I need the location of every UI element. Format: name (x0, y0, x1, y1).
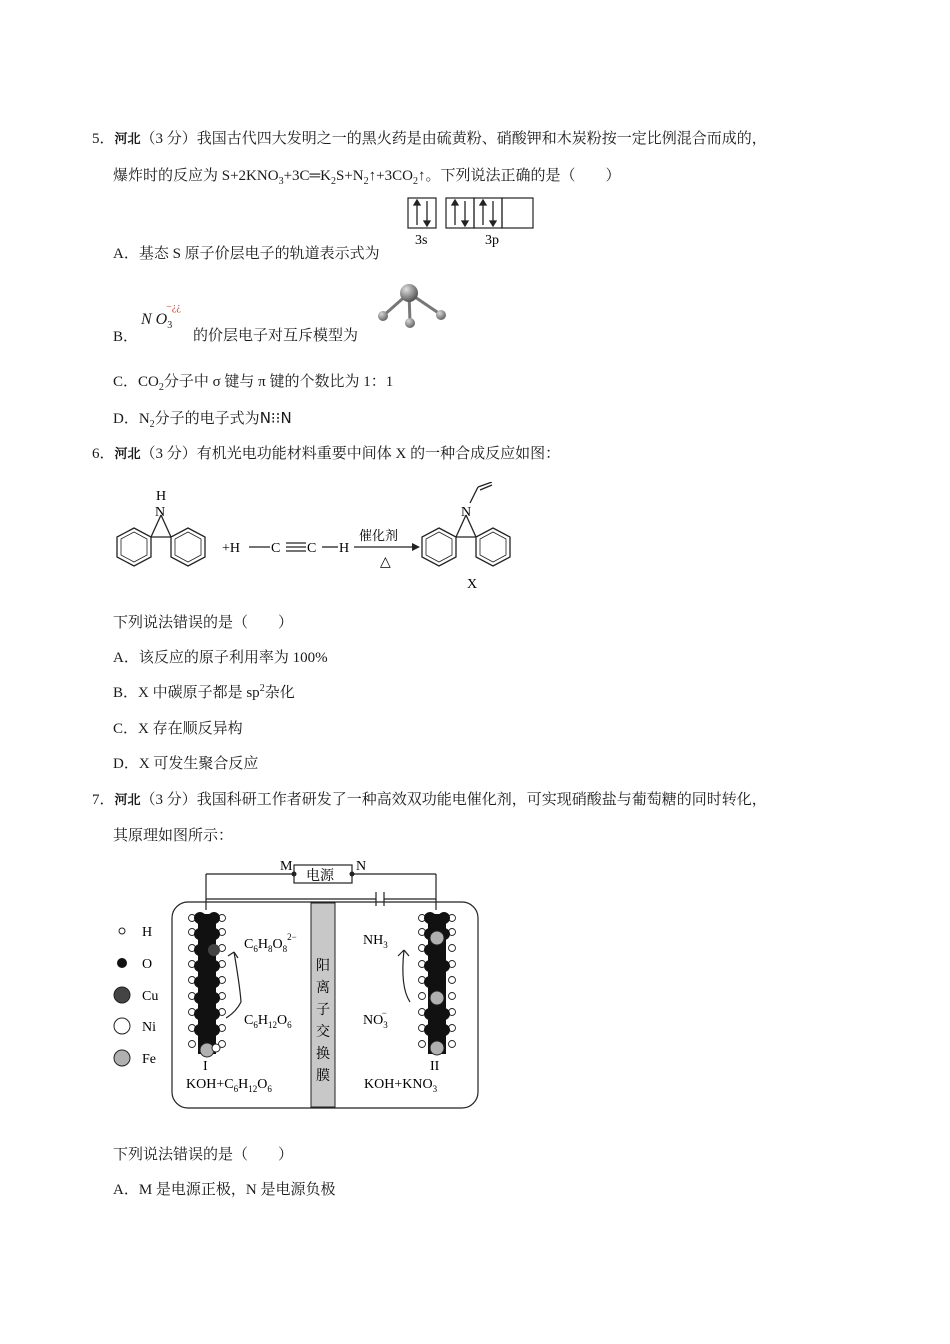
electrolysis-diagram (108, 852, 488, 1112)
nitrate-label: $NO_3-$ (363, 1008, 388, 1030)
legend-cu: Cu (142, 989, 159, 1004)
alkyne-h-end: H (339, 541, 350, 556)
q5-option-a: A．基态 S 原子价层电子的轨道表示式为 (113, 246, 380, 262)
svg-text:离: 离 (316, 981, 330, 996)
svg-text:换: 换 (316, 1047, 330, 1062)
product-n-label: N (461, 505, 472, 520)
q6-stem: 6．河北（3 分）有机光电功能材料重要中间体 X 的一种合成反应如图： (92, 446, 561, 462)
alkyne-c1: C (271, 541, 281, 556)
orbital-3s-label: 3s (415, 233, 428, 248)
legend-ni: Ni (142, 1020, 156, 1035)
svg-text:交: 交 (316, 1025, 330, 1040)
q5-source: 河北 (114, 132, 141, 147)
power-source-label: 电源 (306, 869, 334, 884)
q6-option-d: D．X 可发生聚合反应 (113, 756, 259, 772)
svg-text:膜: 膜 (316, 1069, 330, 1084)
q6-option-c: C．X 存在顺反异构 (113, 721, 243, 737)
legend-h: H (142, 925, 153, 940)
heat-symbol: △ (380, 555, 391, 570)
gluconate-label: $C_6H_8O_8^{2-}$ (244, 932, 297, 954)
reaction-scheme (108, 482, 538, 594)
q5-option-c: C．$CO_2$分子中 σ 键与 π 键的个数比为 1：1 (113, 374, 394, 393)
q5-equation-line: 爆炸时的反应为 $S+2KNO_3+3C═K_2S+N_2↑+3CO_2↑$。下列说法正确的是（ ） (113, 168, 621, 187)
q6-option-a: A．该反应的原子利用率为 100% (113, 650, 328, 666)
terminal-m: M (280, 859, 293, 874)
electrode-i (189, 912, 226, 1057)
left-solution-label: $KOH+C_6H_{12}O_6$ (186, 1077, 272, 1094)
q6-option-b: B．X 中碳原子都是 $sp^2$杂化 (113, 683, 295, 701)
orbital-diagram (405, 195, 540, 249)
carbazole-h-label: H (156, 489, 167, 504)
plus-h-label: +H (222, 541, 241, 556)
trigonal-planar-model (372, 276, 452, 332)
svg-text:阳: 阳 (316, 959, 330, 974)
q7-prompt: 下列说法错误的是（ ） (113, 1147, 294, 1163)
terminal-n: N (356, 859, 367, 874)
electrode-ii-label: II (430, 1059, 440, 1074)
q7-stem-line2: 其原理如图所示： (113, 828, 234, 844)
orbital-3p-label: 3p (485, 233, 499, 248)
right-solution-label: $KOH+KNO_3$ (364, 1077, 438, 1094)
n2-electron-formula: N⁝⁝N (259, 409, 292, 427)
carbazole-n-label: N (155, 505, 166, 520)
legend-fe: Fe (142, 1052, 156, 1067)
q6-source: 河北 (114, 447, 141, 462)
nitrate-formula: N $O_3^{-¿¿}$ (141, 301, 181, 332)
q7-stem: 7．河北（3 分）我国科研工作者研发了一种高效双功能电催化剂，可实现硝酸盐与葡萄糖的同时转化， (92, 792, 767, 808)
q7-source: 河北 (114, 793, 141, 808)
alkyne-c2: C (307, 541, 317, 556)
catalyst-label: 催化剂 (359, 528, 399, 543)
svg-text:子: 子 (316, 1003, 330, 1018)
q7-option-a: A．M 是电源正极，N 是电源负极 (113, 1182, 336, 1198)
ammonia-label: $NH_3$ (363, 933, 388, 950)
electrode-i-label: I (203, 1059, 208, 1074)
product-x-label: X (467, 577, 478, 592)
legend-o: O (142, 957, 153, 972)
q5-stem: 5．河北（3 分）我国古代四大发明之一的黑火药是由硫黄粉、硝酸钾和木炭粉按一定比例混合而成的， (92, 131, 767, 147)
electrode-ii (419, 912, 456, 1055)
q5-option-d: D．$N_2$分子的电子式为N⁝⁝N (113, 409, 292, 430)
q5-option-b-label: B． (113, 329, 139, 345)
glucose-label: $C_6H_{12}O_6$ (244, 1013, 292, 1030)
q5-option-b-text: 的价层电子对互斥模型为 (193, 328, 359, 344)
q6-prompt: 下列说法错误的是（ ） (113, 615, 294, 631)
